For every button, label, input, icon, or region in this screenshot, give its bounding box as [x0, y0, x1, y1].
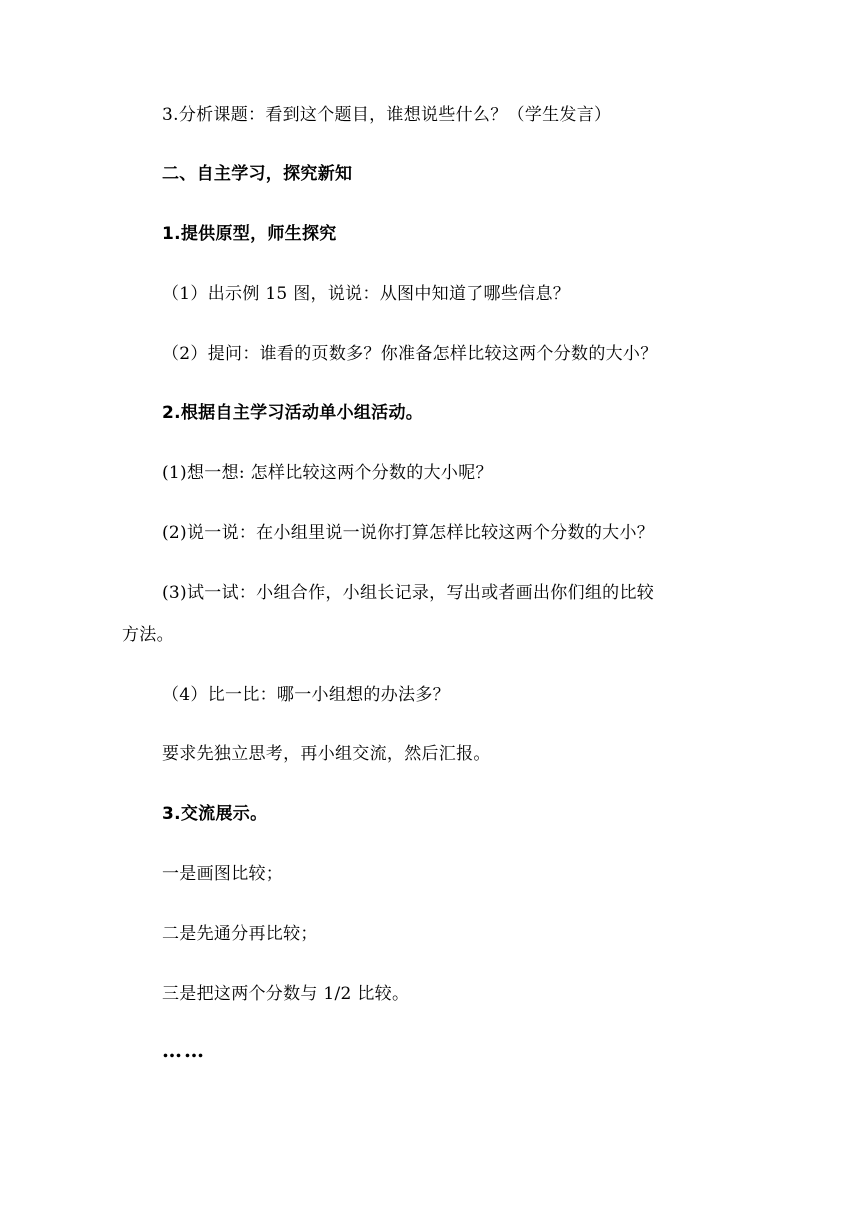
- paragraph-analyze-topic: 3.分析课题：看到这个题目，谁想说些什么？（学生发言）: [162, 105, 612, 125]
- subheading-3: 3.交流展示。: [162, 804, 268, 824]
- paragraph-requirement: 要求先独立思考，再小组交流，然后汇报。: [162, 744, 491, 764]
- paragraph-method-1: 一是画图比较；: [162, 864, 284, 884]
- paragraph-item-1: （1）出示例 15 图，说说：从图中知道了哪些信息？: [162, 284, 571, 304]
- paragraph-compare: （4）比一比：哪一小组想的办法多？: [162, 685, 450, 705]
- paragraph-item-2: （2）提问：谁看的页数多？你准备怎样比较这两个分数的大小？: [162, 344, 658, 364]
- section-heading-2: 二、自主学习，探究新知: [162, 164, 353, 184]
- paragraph-method-2: 二是先通分再比较；: [162, 924, 318, 944]
- paragraph-think: (1)想一想: 怎样比较这两个分数的大小呢？: [162, 463, 493, 483]
- ellipsis: ……: [162, 1038, 206, 1062]
- subheading-2: 2.根据自主学习活动单小组活动。: [162, 403, 424, 423]
- paragraph-say: (2)说一说：在小组里说一说你打算怎样比较这两个分数的大小？: [162, 523, 655, 543]
- paragraph-try-continued: 方法。: [122, 625, 174, 645]
- subheading-1: 1.提供原型，师生探究: [162, 224, 337, 244]
- paragraph-try: (3)试一试：小组合作，小组长记录，写出或者画出你们组的比较: [162, 583, 655, 603]
- paragraph-method-3: 三是把这两个分数与 1/2 比较。: [162, 984, 410, 1004]
